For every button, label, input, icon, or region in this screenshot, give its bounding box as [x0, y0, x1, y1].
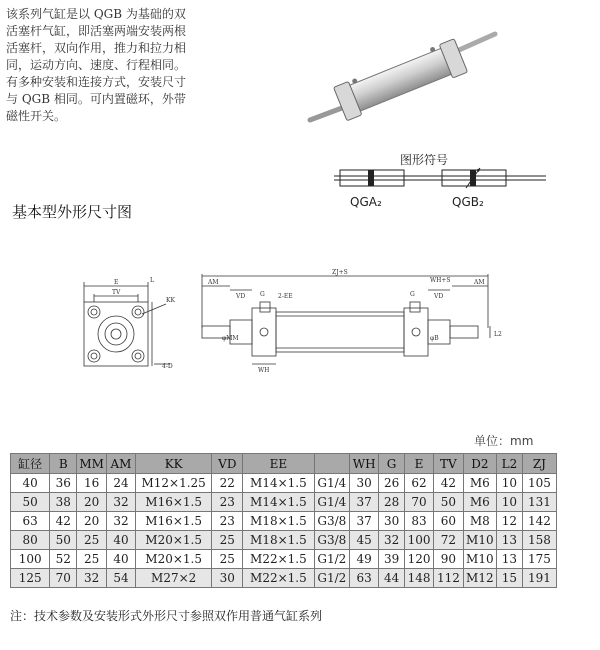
table-cell: 25: [212, 531, 243, 550]
table-cell: 45: [349, 531, 378, 550]
dimension-table: [10, 453, 557, 588]
table-cell: 20: [77, 493, 107, 512]
cylinder-photo: [300, 20, 500, 140]
table-cell: 100: [404, 531, 433, 550]
table-cell: 28: [379, 493, 405, 512]
intro-line: 活塞杆，双向作用，推力和拉力相: [6, 41, 187, 55]
table-cell: 120: [404, 550, 433, 569]
table-cell: 105: [522, 474, 556, 493]
intro-line: 该系列气缸是以 QGB 为基础的双: [6, 7, 186, 21]
table-cell: M16×1.5: [135, 493, 212, 512]
table-cell: M8: [463, 512, 497, 531]
table-cell: 90: [434, 550, 463, 569]
intro-line: 磁性开关。: [6, 109, 67, 123]
label-zjs: ZJ+S: [332, 269, 348, 276]
table-cell: 37: [349, 493, 378, 512]
table-cell: G3/8: [314, 512, 349, 531]
table-cell: 148: [404, 569, 433, 588]
table-cell: M10: [463, 550, 497, 569]
table-cell: 40: [107, 531, 136, 550]
intro-line: 与 QGB 相同。可内置磁环，外带: [6, 92, 186, 106]
table-header-cell: E: [404, 454, 433, 474]
table-cell: 16: [77, 474, 107, 493]
table-cell: 15: [497, 569, 523, 588]
table-row: [11, 512, 557, 531]
table-cell: 112: [434, 569, 463, 588]
table-cell: 40: [11, 474, 50, 493]
table-cell: M14×1.5: [243, 474, 315, 493]
table-cell: M22×1.5: [243, 550, 315, 569]
table-cell: 63: [11, 512, 50, 531]
table-cell: 62: [404, 474, 433, 493]
intro-line: 活塞杆气缸，即活塞两端安装两根: [6, 24, 187, 38]
table-row: [11, 550, 557, 569]
table-cell: 72: [434, 531, 463, 550]
symbol-qgb2-label: QGB₂: [452, 195, 484, 209]
label-e: E: [114, 279, 119, 286]
table-cell: 25: [212, 550, 243, 569]
table-header-cell: EE: [243, 454, 315, 474]
table-cell: 12: [497, 512, 523, 531]
table-cell: 10: [497, 493, 523, 512]
table-cell: 13: [497, 531, 523, 550]
table-cell: 30: [379, 512, 405, 531]
table-cell: 83: [404, 512, 433, 531]
table-header-cell: AM: [107, 454, 136, 474]
table-cell: 42: [434, 474, 463, 493]
table-row: [11, 474, 557, 493]
label-b: φB: [430, 335, 439, 342]
table-cell: 23: [212, 493, 243, 512]
symbol-qga2-icon: [334, 166, 444, 190]
table-cell: 13: [497, 550, 523, 569]
table-cell: M6: [463, 474, 497, 493]
table-cell: G3/8: [314, 531, 349, 550]
label-am-right: AM: [474, 279, 485, 286]
table-cell: M20×1.5: [135, 550, 212, 569]
table-cell: 54: [107, 569, 136, 588]
table-cell: 23: [212, 512, 243, 531]
table-cell: 70: [404, 493, 433, 512]
table-cell: M12×1.25: [135, 474, 212, 493]
table-cell: 158: [522, 531, 556, 550]
table-cell: 25: [77, 531, 107, 550]
table-row: [11, 531, 557, 550]
table-cell: 70: [50, 569, 77, 588]
table-header-cell: G: [379, 454, 405, 474]
label-g-left: G: [260, 291, 265, 298]
table-cell: 131: [522, 493, 556, 512]
table-header-cell: L2: [497, 454, 523, 474]
label-4d: 4-D: [162, 363, 173, 370]
label-am-left: AM: [208, 279, 219, 286]
table-cell: 20: [77, 512, 107, 531]
table-cell: M16×1.5: [135, 512, 212, 531]
label-tv: TV: [112, 289, 121, 296]
table-cell: M10: [463, 531, 497, 550]
table-cell: 30: [212, 569, 243, 588]
table-cell: 42: [50, 512, 77, 531]
footnote: 注：技术参数及安装形式外形尺寸参照双作用普通气缸系列: [10, 609, 323, 623]
table-cell: 50: [50, 531, 77, 550]
label-g-right: G: [410, 291, 415, 298]
table-cell: G1/2: [314, 550, 349, 569]
label-2ee: 2-EE: [278, 293, 293, 300]
table-cell: 40: [107, 550, 136, 569]
table-header-cell: ZJ: [522, 454, 556, 474]
table-cell: 36: [50, 474, 77, 493]
label-mm: φMM: [222, 335, 239, 342]
table-cell: 24: [107, 474, 136, 493]
label-l2: L2: [494, 331, 502, 338]
label-vd-right: VD: [434, 293, 444, 300]
label-whs: WH+S: [430, 277, 451, 284]
table-cell: 22: [212, 474, 243, 493]
table-cell: 32: [107, 512, 136, 531]
table-cell: M14×1.5: [243, 493, 315, 512]
table-cell: 26: [379, 474, 405, 493]
table-cell: 32: [379, 531, 405, 550]
table-cell: 30: [349, 474, 378, 493]
table-cell: 80: [11, 531, 50, 550]
table-cell: 38: [50, 493, 77, 512]
symbol-title: 图形符号: [400, 153, 449, 167]
label-wh: WH: [258, 367, 270, 374]
table-cell: 44: [379, 569, 405, 588]
table-cell: M12: [463, 569, 497, 588]
table-cell: G1/4: [314, 474, 349, 493]
table-cell: 175: [522, 550, 556, 569]
table-header-cell: WH: [349, 454, 378, 474]
table-cell: 52: [50, 550, 77, 569]
intro-line: 同，运动方向、速度、行程相同。: [6, 58, 187, 72]
table-cell: 50: [434, 493, 463, 512]
section-title: 基本型外形尺寸图: [12, 203, 133, 221]
label-kk: KK: [166, 297, 175, 304]
dimension-drawing: [70, 268, 530, 388]
table-header-cell: VD: [212, 454, 243, 474]
table-cell: M18×1.5: [243, 531, 315, 550]
table-header-cell: D2: [463, 454, 497, 474]
side-view: [202, 274, 490, 364]
table-header-cell: B: [50, 454, 77, 474]
table-cell: 39: [379, 550, 405, 569]
table-cell: 63: [349, 569, 378, 588]
table-cell: G1/4: [314, 493, 349, 512]
table-cell: G1/2: [314, 569, 349, 588]
intro-text: [6, 6, 234, 125]
table-row: [11, 569, 557, 588]
end-view: [84, 282, 170, 366]
table-cell: 49: [349, 550, 378, 569]
label-vd-left: VD: [236, 293, 246, 300]
table-header-cell: KK: [135, 454, 212, 474]
table-cell: M27×2: [135, 569, 212, 588]
table-cell: 10: [497, 474, 523, 493]
symbol-qga2-label: QGA₂: [350, 195, 382, 209]
table-header-cell: [314, 454, 349, 474]
table-cell: M22×1.5: [243, 569, 315, 588]
table-cell: 100: [11, 550, 50, 569]
symbol-qgb2-icon: [436, 166, 546, 190]
table-cell: 32: [77, 569, 107, 588]
table-cell: 50: [11, 493, 50, 512]
table-cell: M18×1.5: [243, 512, 315, 531]
table-cell: 142: [522, 512, 556, 531]
table-header-cell: TV: [434, 454, 463, 474]
table-header-row: [11, 454, 557, 474]
table-cell: M20×1.5: [135, 531, 212, 550]
table-row: [11, 493, 557, 512]
table-cell: 125: [11, 569, 50, 588]
table-cell: 32: [107, 493, 136, 512]
table-cell: 37: [349, 512, 378, 531]
unit-label: 单位：mm: [474, 434, 534, 448]
table-cell: 60: [434, 512, 463, 531]
table-cell: 191: [522, 569, 556, 588]
table-header-cell: MM: [77, 454, 107, 474]
table-cell: 25: [77, 550, 107, 569]
intro-line: 有多种安装和连接方式，安装尺寸: [6, 75, 187, 89]
label-l: L: [150, 277, 154, 284]
table-header-cell: 缸径: [11, 454, 50, 474]
table-cell: M6: [463, 493, 497, 512]
